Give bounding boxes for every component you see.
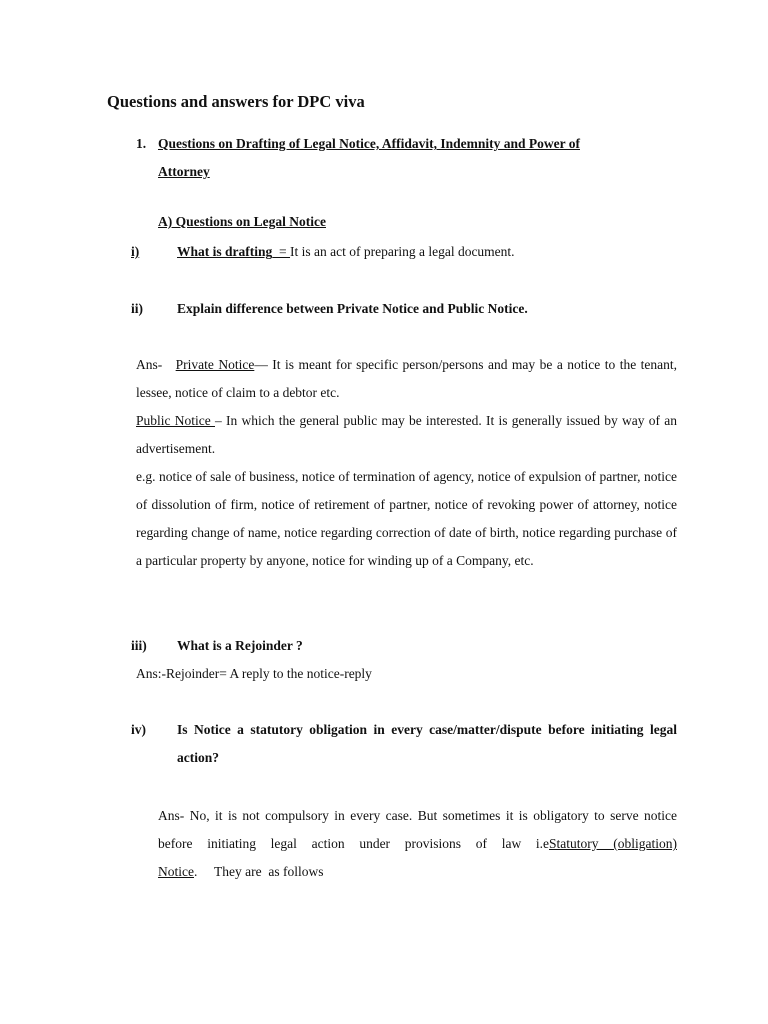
public-notice-term: Public Notice: [136, 413, 215, 428]
question-1-equals: =: [272, 244, 291, 259]
question-4-answer-text: Ans- No, it is not compulsory in every case. But sometimes it is obligatory to serve notice before initiating legal action under provisions of law i.e: [158, 808, 677, 851]
section-1-heading-line2: Attorney: [158, 164, 210, 179]
question-2-text: Explain difference between Private Notice and Public Notice.: [177, 301, 528, 316]
answer-prefix: Ans-: [136, 357, 176, 372]
question-2-number: ii): [131, 301, 143, 316]
public-notice-text: – In which the general public may be interested. It is generally issued by way of an advertisement.: [136, 413, 677, 456]
question-2: [131, 295, 528, 323]
question-3-answer: Ans:-Rejoinder= A reply to the notice-reply: [136, 666, 372, 681]
question-1-number: i): [131, 244, 140, 259]
question-4-answer-tail: . They are as follows: [194, 864, 324, 879]
subsection-a-heading: A) Questions on Legal Notice: [158, 214, 326, 229]
private-notice-paragraph: [136, 351, 677, 407]
question-1: [131, 238, 515, 266]
section-1-number: 1.: [136, 136, 147, 151]
examples-paragraph: e.g. notice of sale of business, notice of termination of agency, notice of expulsion of partner, notice of dissolution of firm, notice of retirement of partner, notice of revoking power of attorney, notice regarding change of name, notice regarding correction of date of birth, notice regarding purchase of a particular property by anyone, notice for winding up of a Company, etc.: [136, 469, 677, 568]
question-4-number: iv): [131, 722, 146, 737]
question-4-answer: [158, 802, 677, 886]
question-3-number: iii): [131, 638, 147, 653]
question-3-text: What is a Rejoinder ?: [177, 638, 303, 653]
question-3: [131, 632, 303, 660]
private-notice-text: — It is meant for specific person/persons and may be a notice to the tenant, lessee, notice of claim to a debtor etc.: [136, 357, 678, 400]
question-4-text: Is Notice a statutory obligation in every case/matter/dispute before initiating legal action?: [177, 722, 677, 765]
section-1-heading: [136, 130, 677, 186]
document-title: Questions and answers for DPC viva: [107, 92, 365, 111]
question-1-text: What is drafting: [177, 244, 273, 259]
question-4: [131, 716, 677, 772]
statutory-notice-term: Statutory (obligation) Notice: [158, 836, 677, 879]
section-1-heading-line1: Questions on Drafting of Legal Notice, Affidavit, Indemnity and Power of: [158, 136, 580, 151]
question-2-answer: [136, 351, 677, 575]
public-notice-paragraph: [136, 407, 677, 463]
question-1-answer: It is an act of preparing a legal document.: [290, 244, 515, 259]
private-notice-term: Private Notice: [175, 357, 255, 372]
